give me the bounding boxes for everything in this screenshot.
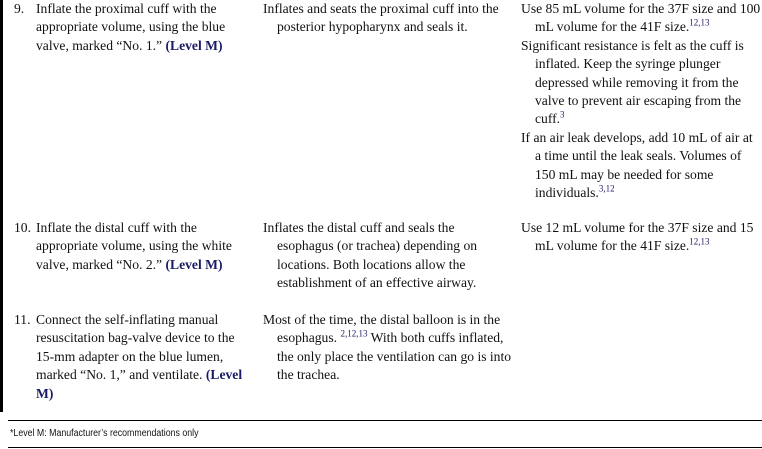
step-instruction: Connect the self-inflating manual resuscitation bag-valve device to the 15-mm adapter on the blue lumen, marked “No. 1,” and ventilate. (36, 312, 235, 383)
citation: 2,12,13 (340, 328, 368, 339)
note-sentence: Use 12 mL volume for the 37F size and 15 mL volume for the 41F size. (521, 220, 754, 254)
notes-cell (521, 0, 762, 202)
table-left-border (0, 0, 3, 412)
note-text (521, 0, 762, 37)
step-text (36, 0, 254, 55)
note-text (521, 219, 762, 256)
step-number: 10. (14, 220, 31, 235)
step-text (36, 311, 254, 403)
evidence-level: (Level M) (165, 256, 223, 272)
divider (8, 420, 762, 421)
rationale-cell (263, 0, 513, 37)
citation: 12,13 (689, 17, 710, 28)
notes-cell (521, 219, 762, 256)
note-sentence: Use 85 mL volume for the 37F size and 100 mL volume for the 41F size. (521, 1, 761, 35)
step-number: 9. (14, 1, 25, 16)
citation: 3 (560, 109, 565, 120)
rationale-cell (263, 311, 513, 385)
evidence-level: (Level M) (165, 37, 223, 53)
step-cell (14, 219, 254, 274)
rationale-sentence: Most of the time, the distal balloon is in the esophagus. (263, 312, 501, 346)
note-text (521, 37, 762, 129)
rationale-text (263, 311, 513, 385)
step-cell (14, 0, 254, 55)
rationale-sentence: With both cuffs inflated, the only place the ventilation can go is into the trachea. (277, 330, 512, 383)
note-text (521, 129, 762, 203)
step-cell (14, 311, 254, 403)
step-text (36, 219, 254, 274)
step-number: 11. (14, 312, 31, 327)
rationale-cell (263, 219, 513, 293)
citation: 12,13 (689, 236, 710, 247)
note-sentence: Significant resistance is felt as the cuff is inflated. Keep the syringe plunger depressed while removing it from the valve to prevent air escaping from the cuff. (521, 37, 744, 127)
citation: 3,12 (598, 183, 615, 194)
evidence-level: (Level M) (36, 367, 243, 401)
step-instruction: Inflate the distal cuff with the appropriate volume, using the white valve, marked “No. 2.” (36, 220, 232, 272)
rationale-sentence: Inflates and seats the proximal cuff into the posterior hypopharynx and seals it. (263, 1, 499, 35)
step-instruction: Inflate the proximal cuff with the appropriate volume, using the blue valve, marked “No. 1.” (36, 1, 226, 53)
note-sentence: If an air leak develops, add 10 mL of air at a time until the leak seals. Volumes of 150 mL may be needed for some individuals. (521, 129, 753, 201)
divider (8, 447, 762, 448)
rationale-text (263, 0, 513, 37)
footnote: *Level M: Manufacturer’s recommendations only (10, 428, 199, 439)
rationale-text (263, 219, 513, 293)
rationale-sentence: Inflates the distal cuff and seals the esophagus (or trachea) depending on locations. Both locations allow the establishment of an effective airway. (263, 220, 478, 291)
